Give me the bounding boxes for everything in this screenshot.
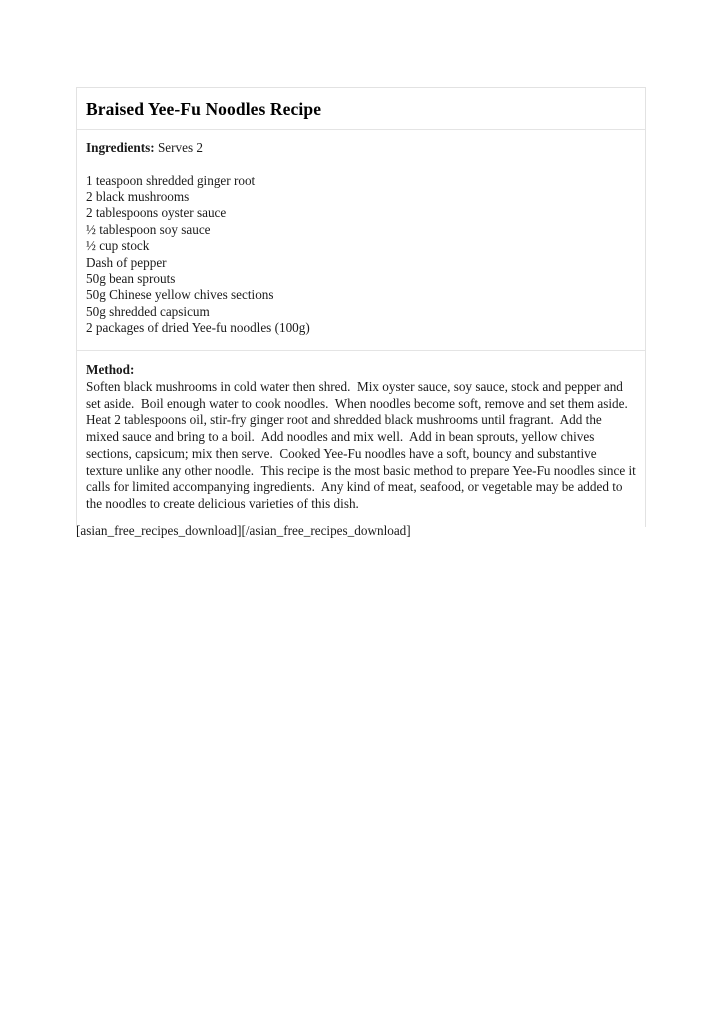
method-section	[77, 351, 645, 527]
list-item: 2 tablespoons oyster sauce	[86, 205, 227, 221]
list-item: 50g shredded capsicum	[86, 303, 210, 319]
recipe-title-row	[77, 88, 645, 130]
list-item: 50g Chinese yellow chives sections	[86, 287, 274, 303]
ingredients-serves-value: Serves 2	[154, 140, 203, 156]
list-item: 50g bean sprouts	[86, 270, 176, 286]
ingredients-label: Ingredients:	[86, 140, 155, 156]
ingredient-list	[86, 173, 636, 337]
method-label: Method:	[86, 361, 135, 377]
download-shortcode-text: [asian_free_recipes_download][/asian_free_recipes_download]	[76, 523, 411, 538]
page-title: Braised Yee-Fu Noodles Recipe	[86, 99, 322, 119]
list-item: 2 packages of dried Yee-fu noodles (100g)	[86, 320, 310, 336]
list-item: 2 black mushrooms	[86, 188, 190, 204]
ingredients-section	[77, 130, 645, 350]
list-item: 1 teaspoon shredded ginger root	[86, 172, 256, 188]
ingredients-serves-line	[86, 140, 636, 156]
list-item: Dash of pepper	[86, 254, 167, 270]
recipe-card	[76, 87, 646, 527]
list-item: ½ cup stock	[86, 238, 150, 254]
method-body-text: Soften black mushrooms in cold water then shred. Mix oyster sauce, soy sauce, stock and pepper and set aside. Boil enough water to cook noodles. When noodles become soft, remove and set them aside. Heat 2 tablespoons oil, stir-fry ginger root and shredded black mushrooms until fragrant. Add the mixed sauce and bring to a boil. Add noodles and mix well. Add in bean sprouts, yellow chives sections, capsicum; mix then serve. Cooked Yee-Fu noodles have a soft, bouncy and substantive texture unlike any other noodle. This recipe is the most basic method to prepare Yee-Fu noodles since it calls for limited accompanying ingredients. Any kind of meat, seafood, or vegetable may be added to the noodles to create delicious varieties of this dish.	[86, 379, 640, 511]
list-item: ½ tablespoon soy sauce	[86, 221, 211, 237]
